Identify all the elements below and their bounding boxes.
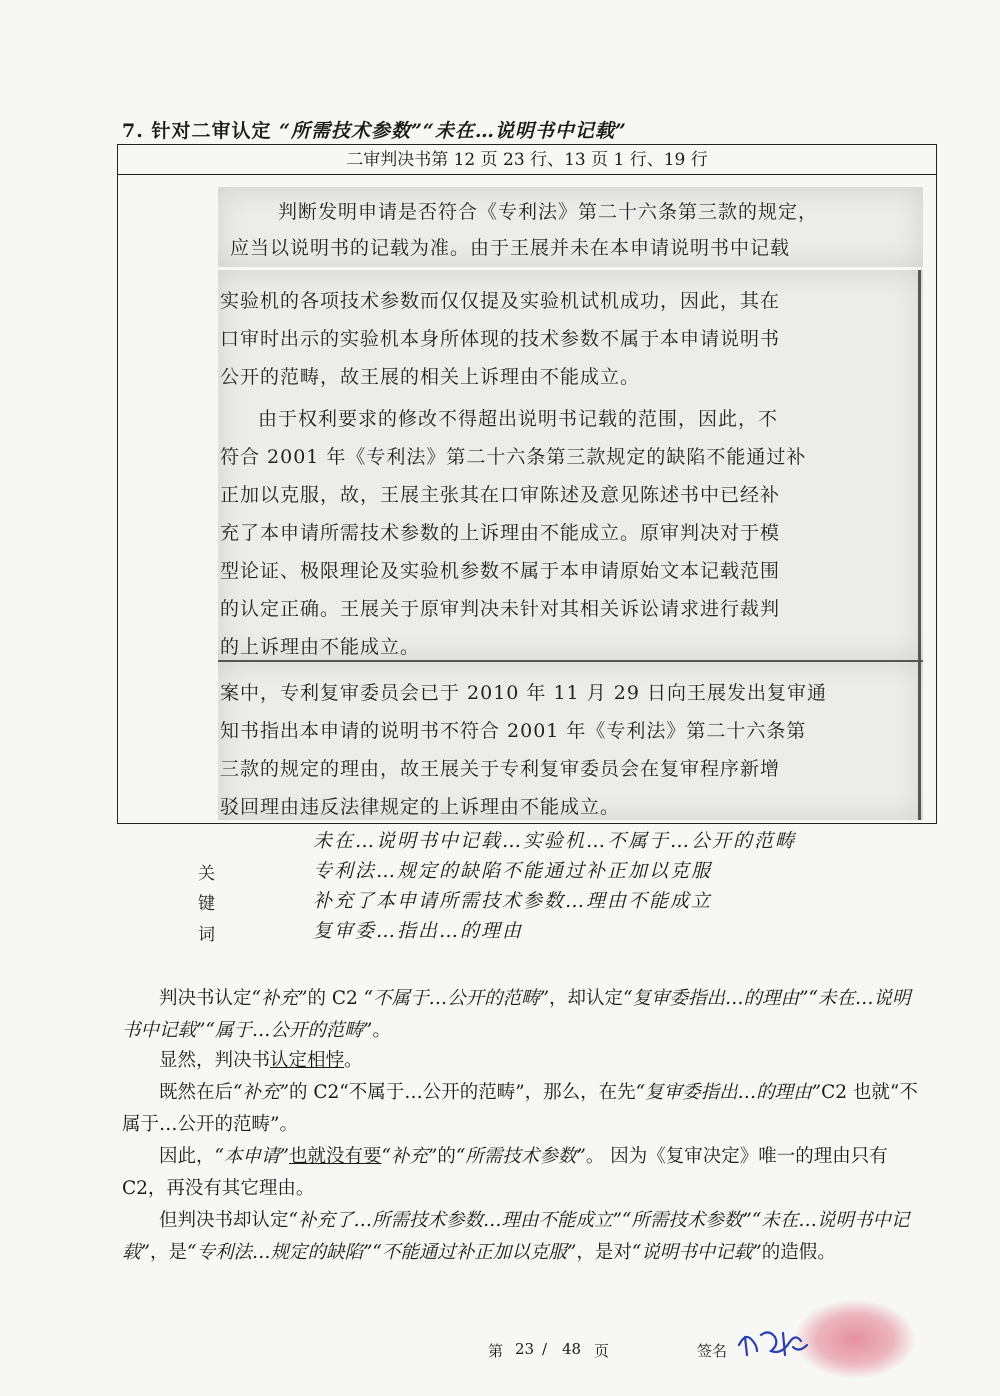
p3-text: 的 C2“不属于…公开的范畴”，那么，在先 (288, 1082, 636, 1103)
keyword-line-4: 复审委…指出…的理由 (313, 920, 524, 942)
scan2-line-10: 的上诉理由不能成立。 (220, 636, 421, 658)
scan2-line-9: 的认定正确。王展关于原审判决未针对其相关诉讼请求进行裁判 (220, 598, 781, 620)
p5-text: ，是对 (576, 1242, 632, 1263)
scan3-line-3: 三款的规定的理由，故王展关于专利复审委员会在复审程序新增 (220, 758, 781, 780)
p1-text: 判决书认定 (159, 988, 252, 1009)
page-separator: / (542, 1340, 548, 1358)
p5-text: 但判决书却认定 (159, 1210, 289, 1231)
p4-text: 因此， (159, 1146, 215, 1167)
scan2-line-5: 符合 2001 年《专利法》第二十六条第三款规定的缺陷不能通过补 (220, 446, 807, 468)
scan-top-edge (218, 660, 923, 662)
keyword-label-char-1: 关 (198, 864, 215, 884)
p1-quote: “复审委指出…的 (623, 988, 763, 1009)
scan-excerpt-3 (218, 660, 923, 820)
p3-quote: “补充” (233, 1082, 289, 1103)
scan2-line-2: 口审时出示的实验机本身所体现的技术参数不属于本申请说明书 (220, 328, 781, 350)
signature-label: 签名 (697, 1342, 728, 1360)
p4-text: 唯一的理由只有 C2，再没有其它理由。 (122, 1146, 888, 1199)
handwritten-signature (735, 1325, 810, 1361)
p5-text: 的造假。 (761, 1242, 836, 1263)
p4-quote: “补充” (381, 1146, 438, 1167)
p2-text: 。 (344, 1050, 363, 1071)
scan-excerpt-2 (218, 270, 923, 660)
paragraph-3 (122, 1077, 922, 1141)
scan2-line-4: 由于权利要求的修改不得超出说明书记载的范围，因此，不 (258, 408, 779, 430)
scan3-line-4: 驳回理由违反法律规定的上诉理由不能成立。 (220, 796, 621, 818)
keyword-line-1: 未在…说明书中记载…实验机…不属于…公开的范畴 (313, 830, 797, 852)
page-number: 23 (515, 1340, 535, 1358)
paragraph-2 (122, 1045, 922, 1077)
p4-text: 。 因为《复审决定》 (585, 1146, 759, 1167)
p1-text: ，却认定 (549, 988, 624, 1009)
heading-prefix: 7. 针对二审认定 (122, 120, 272, 142)
p1-quote: “补充” (251, 988, 308, 1009)
page-label-prefix: 第 (488, 1342, 504, 1360)
scan1-line-1: 判断发明申请是否符合《专利法》第二十六条第三款的规定， (278, 201, 819, 223)
paragraph-5 (122, 1205, 922, 1269)
p2-underlined: 认定相悖 (270, 1050, 345, 1071)
scan2-line-7: 充了本申请所需技术参数的上诉理由不能成立。原审判决对于模 (220, 522, 781, 544)
p4-quote: “所需技术参数” (455, 1146, 586, 1167)
p3-quote: 的理由” (756, 1082, 822, 1103)
p1-quote: 理由”“未在…说明书中记载”“属于…公开的范畴” (122, 988, 911, 1041)
section-heading (122, 116, 627, 143)
p5-quote: “说明书中记载” (631, 1242, 762, 1263)
p5-quote: “专利法…规定的缺陷”“不能通过补正加以克服” (186, 1242, 577, 1263)
scan2-line-3: 公开的范畴，故王展的相关上诉理由不能成立。 (220, 366, 641, 388)
keyword-label-char-2: 键 (198, 894, 215, 914)
keyword-line-2: 专利法…规定的缺陷不能通过补正加以克服 (313, 860, 713, 882)
page-label-suffix: 页 (594, 1342, 610, 1360)
p1-text: 。 (372, 1020, 391, 1041)
paragraph-4 (122, 1141, 922, 1205)
p4-quote: “本申请” (214, 1146, 289, 1167)
keyword-line-3: 补充了本申请所需技术参数…理由不能成立 (313, 890, 713, 912)
scan-edge (918, 270, 921, 660)
p1-quote: “不属于…公开的范畴” (363, 988, 550, 1009)
scan2-line-6: 正加以克服，故，王展主张其在口审陈述及意见陈述书中已经补 (220, 484, 781, 506)
evidence-table (117, 144, 937, 824)
p1-text: 的 C2 (307, 988, 364, 1009)
p2-text: 显然，判决书 (159, 1050, 271, 1071)
p4-text: 的 (437, 1146, 456, 1167)
page-total: 48 (562, 1340, 582, 1358)
p3-text: C2 也就“不属于…公开的范畴”。 (122, 1082, 918, 1135)
table-header: 二审判决书第 12 页 23 行、13 页 1 行、19 行 (118, 145, 936, 175)
p5-quote: 在…说明书中记载” (122, 1210, 910, 1263)
keyword-label-char-3: 词 (198, 925, 215, 945)
scan2-line-8: 型论证、极限理论及实验机参数不属于本申请原始文本记载范围 (220, 560, 781, 582)
p5-quote: “补充了…所需技术参数…理由不能成立”“所需技术参数”“未 (288, 1210, 780, 1231)
p3-text: 既然在后 (159, 1082, 234, 1103)
p3-quote: “复审委指出… (635, 1082, 757, 1103)
p5-text: ，是 (149, 1242, 187, 1263)
scan3-line-1: 案中，专利复审委员会已于 2010 年 11 月 29 日向王展发出复审通 (220, 682, 827, 704)
heading-quoted: “所需技术参数”“未在…说明书中记载” (279, 120, 627, 142)
p4-underlined: 也就没有要 (288, 1146, 382, 1167)
fingerprint-stamp (795, 1300, 915, 1378)
scan-excerpt-1 (218, 187, 923, 267)
scan3-line-2: 知书指出本申请的说明书不符合 2001 年《专利法》第二十六条第 (220, 720, 807, 742)
scan-edge (918, 660, 921, 820)
scan2-line-1: 实验机的各项技术参数而仅仅提及实验机试机成功，因此，其在 (220, 290, 781, 312)
scan1-line-2: 应当以说明书的记载为准。由于王展并未在本申请说明书中记载 (230, 237, 791, 259)
paragraph-1 (122, 983, 922, 1047)
